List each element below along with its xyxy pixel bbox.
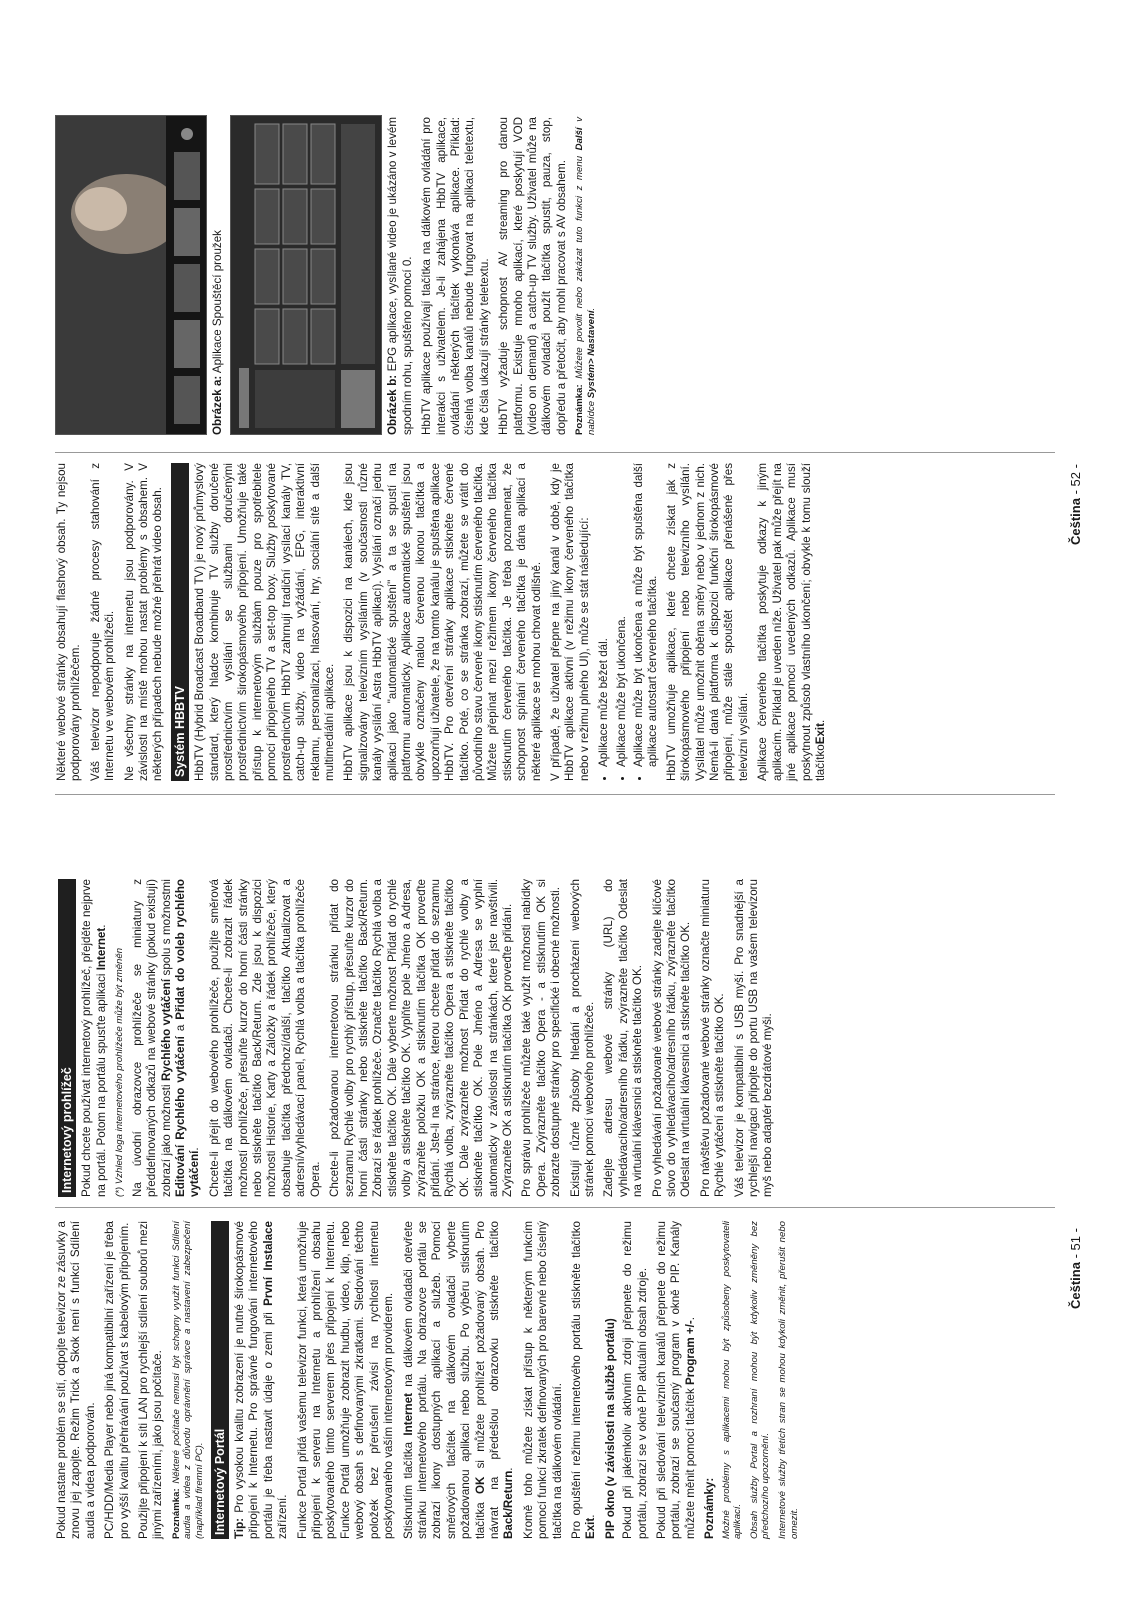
paragraph: HbbTV vyžaduje schopnost AV streaming pro danou platformu. Existuje mnoho aplikací, které poskytují VOD (video on demand) a catch-up TV služby. Uživatel může na dálkovém ovladači použít tlačítka spustit, pauza, stop, dopředu a přetočit, aby mohl pracovat s AV obsahem. (497, 117, 568, 435)
text: Aplikace červeného tlačítka poskytuje odkazy k jiným aplikacím. Příklad je uveden níže. Uživatel pak může přejít na jiné aplikace pomocí uvedených odkazů. Aplikace musí poskytnout způsob vlastního ukončení; obvykle k tomu slouží tlačítko (756, 463, 827, 781)
paragraph: Funkce Portál přidá vašemu televizor funkci, která umožňuje připojení k serveru na Internetu a prohlížení obsahu poskytovaného tímto serverem přes připojení k Internetu. Funkce Portál umožňuje zobrazit hudbu, video, klip, nebo webový obsah s definovanými zkratkami. Sledování těchto položek bez přerušení závisí na rychlosti internetu poskytovaného vaším internetovým providerem. (295, 1221, 396, 1539)
note: (*) Vzhled loga internetového prohlížeče může být změněn (114, 947, 126, 1197)
paragraph: HbbTV (Hybrid Broadcast Broadband TV) je nový průmyslový standard, který hladce kombinuje TV služby doručené prostřednictvím vysílání se službami doručenými prostřednictvím širokopásmového připojení. Umožňuje také přístup k internetovým službám pouze pro spotřebitele pomocí připojeného TV a set-top boxy. Služby poskytované prostřednictvím HbbTV zahrnují tradiční vysílací kanály TV, catch-up služby, video na vyžádání, EPG, interaktivní reklamu, personalizaci, hlasování, hry, sociální sítě a další multimediální aplikace. (193, 463, 336, 781)
paragraph: Chcete-li požadovanou internetovou stránku přidat do seznamu Rychlé volby pro rychlý přístup, přesuňte kurzor do horní části stránky nebo stiskněte tlačítko Back/Return. Zobrazí se řádek prohlížeče. Označte tlačítko Rychlá volba a stiskněte tlačítko OK. Dále vyberte možnost Přidat do rychlé volby a stiskněte tlačítko OK. Vyplňte pole Jméno a Adresa, zvýrazněte položku OK a stisknutím tlačítka OK proveďte přidání. Jste-li na stránce, kterou chcete přidat do seznamu Rychlá volba, zvýrazněte tlačítko Opera a stiskněte tlačítko OK. Dále zvýrazněte možnost Přidat do rychlé volby a stiskněte tlačítko OK. Pole Jméno a Adresa se vyplní automaticky v závislosti na stránkách, které jste navštívili. Zvýrazněte OK a stisknutím tlačítka OK proveďte přidání. (328, 879, 514, 1197)
list-item: • Aplikace může být ukončena a může být spuštěna další aplikace autostart červeného tlačítka. (632, 463, 661, 767)
note-text: . (585, 307, 597, 311)
figure-caption (211, 117, 225, 435)
page-number: - 51 - (1068, 1228, 1083, 1263)
paragraph (756, 463, 828, 781)
page-divider (55, 794, 1055, 795)
figure-b (230, 117, 415, 435)
paragraph: PC/HDD/Media Player nebo jiná kompatibilní zařízení je třeba pro vyšší kvalitu přehrávání používat s kabelovým připojením. (103, 1221, 131, 1539)
section-heading: Systém HBBTV (171, 463, 189, 781)
paragraph: V případě, že uživatel přepne na jiný kanál v době, kdy je HbbTV aplikace aktivní (v režimu ikony červeného tlačítka nebo v režimu plného UI), může se stát následující: (549, 463, 591, 781)
paragraph: Existují různé způsoby hledání a procházení webových stránek pomocí webového prohlížeče. (568, 879, 596, 1197)
note-bold: Další (574, 127, 586, 151)
caption-text: EPG aplikace, vysílané video je ukázáno v levém spodním rohu, spuštěno pomocí 0. (386, 117, 414, 435)
paragraph: Váš televizor nepodporuje žádné procesy stahování z Internetu ve webovém prohlížeči. (88, 463, 117, 781)
column-3 (55, 463, 833, 781)
paragraph: Ne všechny stránky na internetu jsou podporovány. V závislosti na místě mohou nastat problémy s obsahem. V některých případech nebude možné přehrát video obsah. (122, 463, 165, 781)
column-divider (55, 1207, 1055, 1208)
paragraph: Pro vyhledávání požadované webové stránky zadejte klíčové slovo do vyhledávacího/adresního řádku, zvýrazněte tlačítko Odeslat na virtuální klávesnici a stiskněte tlačítko OK. (650, 879, 693, 1197)
figure-a (55, 117, 225, 435)
text: si můžete prohlížet požadovaný obsah. Pro návrat na předešlou obrazovku stiskněte tlačítko (473, 1221, 501, 1539)
note (171, 1221, 206, 1539)
paragraph: Pro návštěvu požadované webové stránky označte miniaturu Rychlé vytáčení a stiskněte tlačítko OK. (698, 879, 727, 1197)
note-label: Poznámka: (574, 384, 586, 435)
bold-text: Rychlého vytáčení (159, 978, 173, 1081)
caption-label: Obrázek a: (211, 375, 224, 435)
text: Stisknutím tlačítka (401, 1435, 415, 1539)
column-4 (55, 117, 602, 435)
figure-a-image (55, 115, 207, 435)
paragraph (80, 879, 109, 1197)
paragraph: Kromě toho můžete získat přístup k některým funkcím pomocí funkcí zkratek definovaných pro barevné nebo číselný tlačítka na dálkovém ovládání. (521, 1221, 564, 1539)
text: na dálkovém ovladači otevřete stránku internetového portálu. Na obrazovce portálu se zobrazí ikony dostupných aplikací a služeb. Pomocí směrových tlačítek na dálkovém ovladači vyberte požadovanou aplikaci nebo službu. Po výběru stisknutím tlačítka (401, 1220, 487, 1539)
section-heading: Internetový prohlížeč (58, 879, 76, 1197)
list-item: • Aplikace může běžet dál. (597, 463, 611, 767)
paragraph: Pokud při jakémkoliv aktivním zdroji přepnete do režimu portálu, zobrazí se v okně PIP aktuální obsah zdroje. (621, 1221, 649, 1539)
text: . (584, 1514, 598, 1518)
text: Na úvodní obrazovce prohlížeče se miniatury z předdefinovaných odkazů na webové stránky (pokud existují) zobrazí jako možnosti (130, 879, 173, 1197)
note-item: Internetové služby třetích stran se mohou kdykoli změnit, přerušit nebo omezit. (777, 1221, 800, 1539)
paragraph (131, 879, 203, 1197)
paragraph (655, 1221, 698, 1539)
list-item: • Aplikace může být ukončena. (615, 463, 629, 767)
bullet-list (597, 463, 661, 781)
page-number: - 52 - (1068, 464, 1083, 499)
note-text: v nabídce (574, 117, 597, 435)
note (574, 117, 597, 435)
paragraph: Pro správu prohlížeče můžete také využít možnosti nabídky Opera. Zvýrazněte tlačítko Opera - a stisknutím OK si zobrazte dostupné stránky pro specifické i obecné možnosti. (520, 879, 563, 1197)
figure-b-image (230, 115, 382, 435)
tip-end: zařízení. (276, 1494, 290, 1539)
bold-text: Internet (401, 1393, 415, 1436)
footer-language: Čeština (1068, 498, 1083, 545)
text: Pokud při sledování televizních kanálů přepnete do režimu portálu, zobrazí se současný program v okně PIP. Kanály můžete měnit pomocí tlačítek (655, 1221, 697, 1539)
note-bold: Systém> Nastavení (585, 310, 597, 399)
text: a (174, 1019, 188, 1037)
footer-language: Čeština (1068, 1262, 1083, 1309)
column-1 (55, 1221, 805, 1539)
page-footer-left (1068, 1228, 1083, 1309)
text: Pokud chcete používat internetový prohlížeč, přejděte nejprve na portál. Potom na portálu spusťte aplikaci (80, 879, 108, 1197)
bold-text: Exit (813, 723, 827, 745)
text: spolu s možnostmi (159, 878, 173, 979)
paragraph: Pokud nastane problém se sítí, odpojte televizor ze zásuvky a znovu jej zapojte. Režim Trick a Skok není s funkcí Sdílení audia a videa podporován. (55, 1221, 97, 1539)
bold-text: Internet (94, 927, 108, 971)
text: . (683, 1316, 697, 1321)
bold-text: Přidat do voleb rychlého vytáčení (174, 879, 202, 1197)
note-item: Obsah služby Portal a rozhraní mohou být kdykoliv změněny bez předchozího upozornění. (748, 1221, 772, 1539)
paragraph: Některé webové stránky obsahují flashový obsah. Ty nejsou podporovány prohlížečem. (55, 463, 83, 781)
figure-caption (386, 117, 415, 435)
bold-text: Back/Return (502, 1470, 516, 1539)
epg-screenshot-icon (231, 116, 381, 434)
bold-text: OK (473, 1476, 487, 1495)
tip-paragraph (233, 1221, 291, 1539)
text: . (188, 1147, 202, 1151)
caption-label: Obrázek b: (386, 374, 400, 435)
column-divider (55, 452, 1055, 453)
text: . (94, 924, 108, 928)
subheading: PIP okno (v závislosti na službě portálu) (603, 1318, 617, 1539)
paragraph: HbbTV umožňuje aplikace, které chcete získat jak z širokopásmového připojení nebo televizního vysílání. Vysílatel může umožnit oběma směry nebo v jednom z nich. Nemá-li daná platforma k dispozici funkční širokopásmové připojení, může stále spouštět aplikace přenášené přes televizní vysílání. (664, 463, 750, 781)
note-label: Poznámka: (170, 1488, 182, 1539)
note-text: Některé počítače nemusí být schopny využít funkci Sdílení audia a videa z důvodu oprávnění správce a nastavení zabezpečení (například firemní PC). (170, 1221, 206, 1539)
paragraph: Použijte připojení k síti LAN pro rychlejší sdílení souborů mezi jinými zařízeními, jako jsou počítače. (137, 1221, 165, 1539)
column-2 (55, 879, 781, 1197)
tip-label: Tip: (233, 1517, 247, 1539)
text: . (502, 1467, 516, 1471)
paragraph: HbbTV aplikace jsou k dispozici na kanálech, kde jsou signalizovány televizním vysíláním (v současnosti různé kanály vysílání Astra HbbTV aplikací). Vysílání označí jednu aplikaci jako "automatické spuštění" a ta se spustí na platformu automaticky. Aplikace automatické spuštění jsou obvykle označeny malou červenou ikonou tlačítka a upozorňují uživatele, že na tomto kanálu je spuštěna aplikace HbbTV. Pro otevření stránky aplikace stiskněte červené tlačítko. Poté, co se stránka zobrazí, můžete se vrátit do původního stavu červené ikony stisknutím červeného tlačítka. Můžete přepínat mezi režimem ikony červeného tlačítka stisknutím červeného tlačítka. Je třeba poznamenat, že schopnost spínání červeného tlačítka je dána aplikací a některé aplikace se mohou chovat odlišně. (342, 463, 543, 781)
text: . (813, 719, 827, 723)
text: Pro opuštění režimu internetového portálu stiskněte tlačítko (569, 1221, 583, 1539)
tip-bold: První Instalace (261, 1221, 275, 1306)
caption-text: Aplikace Spouštěcí proužek (211, 230, 224, 376)
paragraph (402, 1221, 517, 1539)
page-footer-right (1068, 464, 1083, 545)
bold-text: Editování Rychlého vytáčení (174, 1036, 188, 1197)
paragraph (570, 1221, 599, 1539)
bold-text: Exit (584, 1517, 598, 1539)
section-heading: Internetový Portál (211, 1221, 229, 1539)
tip-text: Pro vysokou kvalitu zobrazení je nutné širokopásmové připojení k Internetu. Pro správné fungování internetového portálu je třeba nastavit údaje o zemi při (233, 1221, 275, 1539)
launcher-screenshot-icon (56, 116, 206, 434)
note-text: Můžete povolit nebo zakázat tuto funkci z menu (574, 150, 586, 385)
bold-text: Program +/- (683, 1320, 697, 1385)
notes-heading: Poznámky: (703, 1477, 717, 1539)
paragraph: Váš televizor je kompatibilní s USB myší. Pro snadnější a rychlejší navigaci připojte do portu USB na vašem televizoru myš nebo adaptér bezdrátové myši. (732, 879, 775, 1197)
paragraph: Zadejte adresu webové stránky (URL) do vyhledávacího/adresního řádku, zvýrazněte tlačítko Odeslat na virtuální klávesnici a stiskněte tlačítko OK. (602, 879, 645, 1197)
note-item: Možné problémy s aplikacemi mohou být způsobeny poskytovateli aplikací. (720, 1221, 744, 1539)
paragraph: Chcete-li přejít do webového prohlížeče, použijte směrová tlačítka na dálkovém ovladači. Chcete-li zobrazit řádek možností prohlížeče, přesuňte kurzor do horní části stránky nebo stiskněte tlačítko Back/Return. Zde jsou k dispozici možnosti Historie, Karty a Záložky a řádek prohlížeče, který obsahuje tlačítka předchozí/další, tlačítko Aktualizovat a adresní/vyhledávací panel, Rychlá volba a tlačítka prohlížeče Opera. (207, 879, 322, 1197)
paragraph: HbbTV aplikace používají tlačítka na dálkovém ovládání pro interakci s uživatelem. Je-li zahájena HbbTV aplikace, ovládání některých tlačítek vykonává aplikace. Příklad: číselná volba kanálů nebude fungovat na aplikaci teletextu, kde čísla ukazují stránky teletextu. (420, 117, 491, 435)
